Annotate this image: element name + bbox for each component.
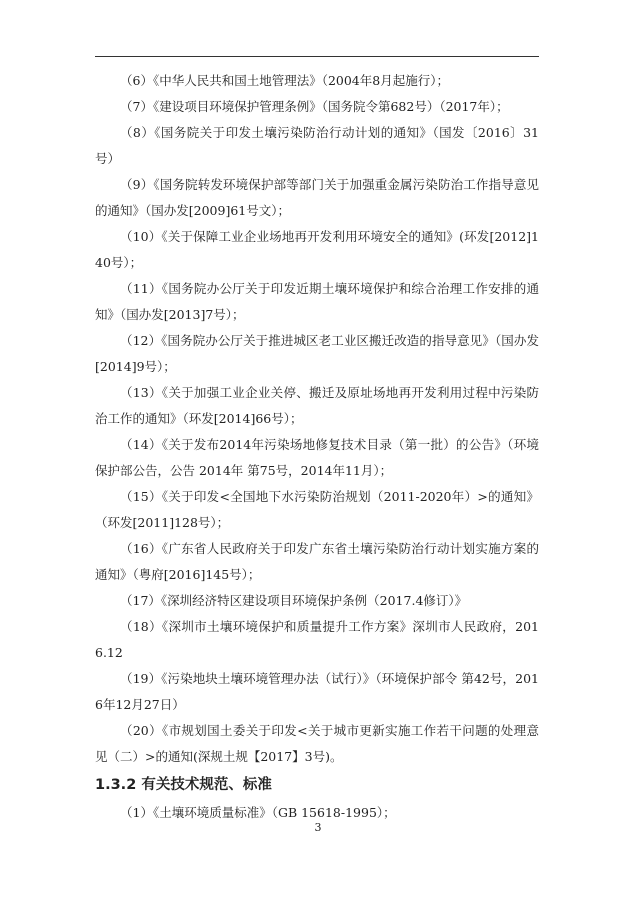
reference-item: （12）《国务院办公厅关于推进城区老工业区搬迁改造的指导意见》（国办发[2014]9号）； <box>95 333 539 374</box>
reference-item: （10）《关于保障工业企业场地再开发利用环境安全的通知》(环发[2012]140号）； <box>95 229 539 270</box>
reference-item: （15）《关于印发<全国地下水污染防治规划（2011-2020年）>的通知》（环发[2011]128号）； <box>95 489 539 530</box>
page-content <box>95 68 539 826</box>
reference-item: （11）《国务院办公厅关于印发近期土壤环境保护和综合治理工作安排的通知》（国办发[2013]7号）； <box>95 281 539 322</box>
reference-item: （6）《中华人民共和国土地管理法》（2004年8月起施行）； <box>120 73 449 88</box>
reference-item: （17）《深圳经济特区建设项目环境保护条例（2017.4修订）》 <box>120 593 468 608</box>
reference-item: （20）《市规划国土委关于印发<关于城市更新实施工作若干问题的处理意见（二）>的通知(深规土规【2017】3号)。 <box>95 723 539 764</box>
reference-item: （7）《建设项目环境保护管理条例》（国务院令第682号）（2017年）； <box>120 99 509 114</box>
section-heading: 1.3.2 有关技术规范、标准 <box>95 777 272 793</box>
reference-item: （8）《国务院关于印发土壤污染防治行动计划的通知》（国发〔2016〕31号） <box>95 125 539 166</box>
header-rule <box>95 56 539 57</box>
reference-item: （16）《广东省人民政府关于印发广东省土壤污染防治行动计划实施方案的通知》（粤府[2016]145号）； <box>95 541 539 582</box>
reference-item: （14）《关于发布2014年污染场地修复技术目录（第一批）的公告》（环境保护部公告，公告 2014年 第75号，2014年11月）； <box>95 437 539 478</box>
reference-item: （19）《污染地块土壤环境管理办法（试行）》（环境保护部令 第42号，2016年12月27日） <box>95 671 539 712</box>
reference-item: （13）《关于加强工业企业关停、搬迁及原址场地再开发利用过程中污染防治工作的通知》（环发[2014]66号）； <box>95 385 539 426</box>
reference-item: （9）《国务院转发环境保护部等部门关于加强重金属污染防治工作指导意见的通知》（国办发[2009]61号文）； <box>95 177 539 218</box>
page-number: 3 <box>314 821 322 834</box>
reference-item: （18）《深圳市土壤环境保护和质量提升工作方案》深圳市人民政府，2016.12 <box>95 619 539 660</box>
standard-item: （1）《土壤环境质量标准》（GB 15618-1995）； <box>120 805 396 820</box>
